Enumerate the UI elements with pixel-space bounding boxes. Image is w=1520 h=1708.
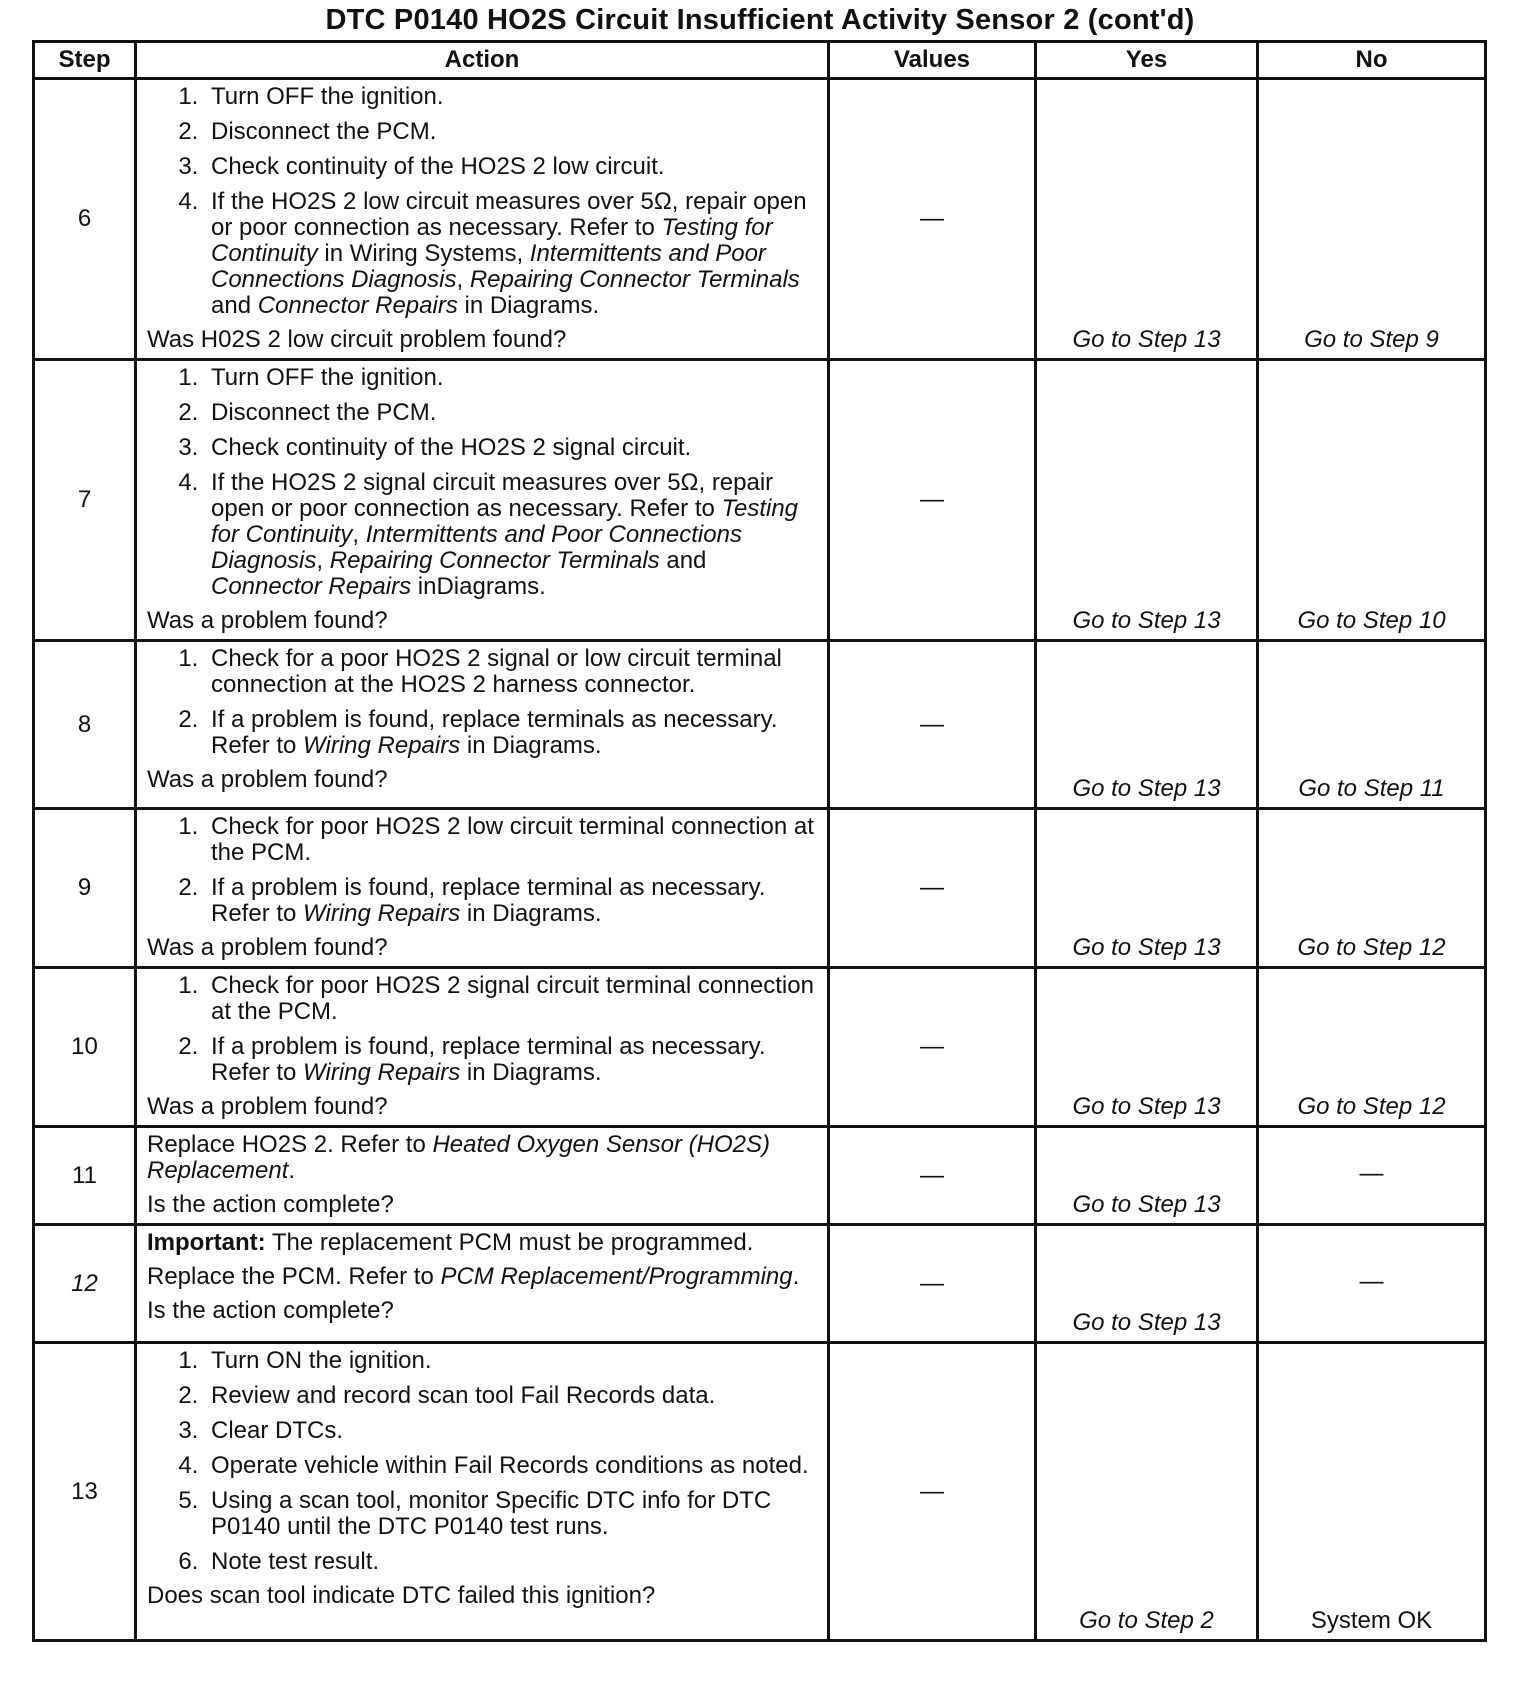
action-question: Is the action complete? [147, 1297, 394, 1324]
reference-link: Testing for Continuity [211, 214, 773, 267]
action-cell [136, 968, 829, 1127]
reference-link: Intermittents and Poor Connections Diagnosis [211, 521, 742, 574]
action-text: Replace HO2S 2. Refer to [147, 1131, 433, 1158]
no-cell: Go to Step 11 [1258, 641, 1486, 809]
action-item: 1. Check for poor HO2S 2 low circuit terminal connection at the PCM. [205, 814, 817, 866]
action-question: Was a problem found? [147, 1093, 388, 1120]
reference-link: Testing for Continuity [211, 495, 799, 548]
important-note [147, 1230, 817, 1256]
step-number: 13 [34, 1343, 136, 1641]
reference-link: Intermittents and Poor Connections Diagnosis [211, 240, 766, 293]
action-cell [136, 79, 829, 360]
action-item [205, 707, 817, 759]
action-question: Is the action complete? [147, 1191, 394, 1218]
action-question: Was a problem found? [147, 766, 388, 793]
no-cell: — [1258, 1225, 1486, 1343]
important-text: The replacement PCM must be programmed. [265, 1229, 754, 1256]
table-row [34, 1127, 1486, 1225]
action-text: If a problem is found, replace terminal as necessary. Refer to [211, 874, 766, 927]
action-text: If the HO2S 2 signal circuit measures over 5Ω, repair open or poor connection as necessary. Refer to [211, 469, 774, 522]
reference-link: Heated Oxygen Sensor (HO2S) Replacement [147, 1131, 770, 1184]
action-item: 3. Check continuity of the HO2S 2 low circuit. [205, 154, 817, 180]
table-row [34, 79, 1486, 360]
reference-link: Repairing Connector Terminals [469, 266, 800, 293]
table-header-row [34, 42, 1486, 79]
action-text: and [211, 292, 258, 319]
no-cell: Go to Step 9 [1258, 79, 1486, 360]
action-paragraph [147, 1264, 817, 1290]
action-paragraph [147, 1132, 817, 1184]
action-text: If a problem is found, replace terminal as necessary. Refer to [211, 1033, 766, 1086]
action-text: in Diagrams. [460, 732, 602, 759]
yes-cell: Go to Step 13 [1036, 1225, 1258, 1343]
action-text: , [352, 521, 366, 548]
action-text: in Diagrams. [460, 1059, 602, 1086]
action-item [205, 470, 817, 600]
header-step: Step [34, 42, 136, 79]
table-row [34, 641, 1486, 809]
action-item: 2. Review and record scan tool Fail Records data. [205, 1383, 817, 1409]
action-question: Was a problem found? [147, 607, 388, 634]
step-number: 12 [34, 1225, 136, 1343]
reference-link: Wiring Repairs [303, 900, 461, 927]
reference-link: Connector Repairs [211, 573, 412, 600]
action-cell [136, 1127, 829, 1225]
action-question: Was a problem found? [147, 934, 388, 961]
no-cell: Go to Step 10 [1258, 360, 1486, 641]
action-item: 2. Disconnect the PCM. [205, 119, 817, 145]
values-cell: — [829, 360, 1036, 641]
action-text: in Wiring Systems, [317, 240, 530, 267]
action-text: in Diagrams. [460, 900, 602, 927]
action-item: 1. Check for a poor HO2S 2 signal or low circuit terminal connection at the HO2S 2 harness connector. [205, 646, 817, 698]
header-values: Values [829, 42, 1036, 79]
header-no: No [1258, 42, 1486, 79]
action-cell [136, 360, 829, 641]
action-cell [136, 641, 829, 809]
reference-link: PCM Replacement/Programming [440, 1263, 793, 1290]
no-cell: Go to Step 12 [1258, 809, 1486, 968]
action-text: , [456, 266, 470, 293]
action-question: Was H02S 2 low circuit problem found? [147, 326, 567, 353]
action-text: . [792, 1263, 800, 1290]
reference-link: Connector Repairs [257, 292, 458, 319]
step-number: 7 [34, 360, 136, 641]
action-item: 1. Check for poor HO2S 2 signal circuit terminal connection at the PCM. [205, 973, 817, 1025]
yes-cell: Go to Step 13 [1036, 809, 1258, 968]
action-cell [136, 1225, 829, 1343]
table-row [34, 1343, 1486, 1641]
step-number: 9 [34, 809, 136, 968]
action-cell [136, 1343, 829, 1641]
header-action: Action [136, 42, 829, 79]
values-cell: — [829, 79, 1036, 360]
action-item: 1. Turn OFF the ignition. [205, 84, 817, 110]
action-text: If the HO2S 2 low circuit measures over 5Ω, repair open or poor connection as necessary. Refer to [211, 188, 807, 241]
yes-cell: Go to Step 13 [1036, 968, 1258, 1127]
values-cell: — [829, 968, 1036, 1127]
diagnostic-table [32, 40, 1487, 1642]
reference-link: Repairing Connector Terminals [329, 547, 660, 574]
values-cell: — [829, 1127, 1036, 1225]
yes-cell: Go to Step 13 [1036, 360, 1258, 641]
table-row [34, 809, 1486, 968]
action-item: 4. Operate vehicle within Fail Records conditions as noted. [205, 1453, 817, 1479]
values-cell: — [829, 809, 1036, 968]
page-title: DTC P0140 HO2S Circuit Insufficient Activity Sensor 2 (cont'd) [325, 4, 1195, 36]
action-text: Replace the PCM. Refer to [147, 1263, 441, 1290]
values-cell: — [829, 1225, 1036, 1343]
action-text: inDiagrams. [411, 573, 546, 600]
action-cell [136, 809, 829, 968]
reference-link: Wiring Repairs [303, 732, 461, 759]
values-cell: — [829, 1343, 1036, 1641]
header-yes: Yes [1036, 42, 1258, 79]
table-row [34, 1225, 1486, 1343]
action-item: 2. Disconnect the PCM. [205, 400, 817, 426]
no-cell: Go to Step 12 [1258, 968, 1486, 1127]
action-item: 1. Turn ON the ignition. [205, 1348, 817, 1374]
step-number: 10 [34, 968, 136, 1127]
action-item [205, 875, 817, 927]
action-item: 3. Check continuity of the HO2S 2 signal circuit. [205, 435, 817, 461]
action-text: If a problem is found, replace terminals as necessary. Refer to [211, 706, 778, 759]
reference-link: Wiring Repairs [303, 1059, 461, 1086]
action-text: and [659, 547, 707, 574]
yes-cell: Go to Step 13 [1036, 79, 1258, 360]
yes-cell: Go to Step 13 [1036, 641, 1258, 809]
important-label: Important: [147, 1229, 266, 1256]
table-row [34, 360, 1486, 641]
action-item [205, 1034, 817, 1086]
no-cell: — [1258, 1127, 1486, 1225]
action-text: , [316, 547, 330, 574]
action-item: 3. Clear DTCs. [205, 1418, 817, 1444]
step-number: 8 [34, 641, 136, 809]
action-item: 1. Turn OFF the ignition. [205, 365, 817, 391]
action-item [205, 189, 817, 319]
table-row [34, 968, 1486, 1127]
action-question: Does scan tool indicate DTC failed this ignition? [147, 1582, 656, 1609]
action-text: . [288, 1157, 296, 1184]
values-cell: — [829, 641, 1036, 809]
step-number: 11 [34, 1127, 136, 1225]
step-number: 6 [34, 79, 136, 360]
action-item: 6. Note test result. [205, 1549, 817, 1575]
yes-cell: Go to Step 13 [1036, 1127, 1258, 1225]
action-item: 5. Using a scan tool, monitor Specific DTC info for DTC P0140 until the DTC P0140 test runs. [205, 1488, 817, 1540]
no-cell: System OK [1258, 1343, 1486, 1641]
yes-cell: Go to Step 2 [1036, 1343, 1258, 1641]
action-text: in Diagrams. [457, 292, 600, 319]
